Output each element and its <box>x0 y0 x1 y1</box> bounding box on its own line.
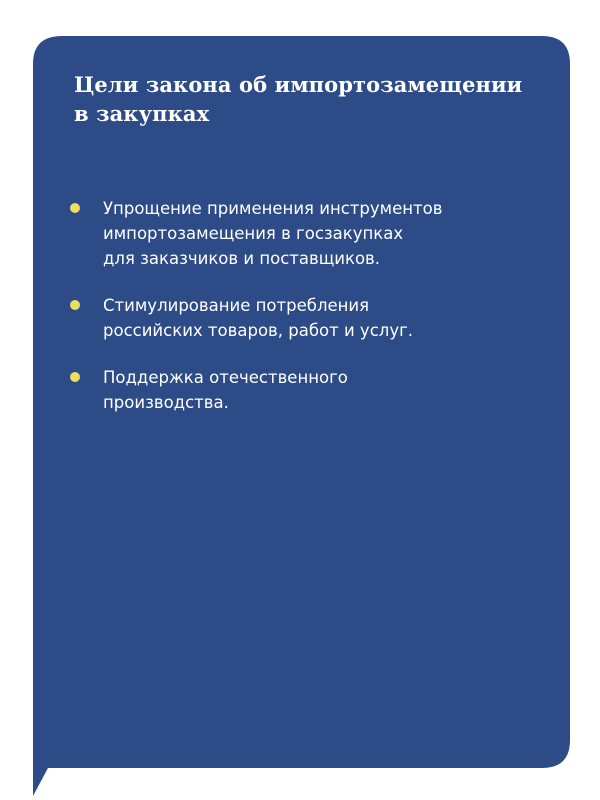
bullet-dot-icon <box>70 300 80 310</box>
list-item <box>70 196 540 271</box>
bullet-dot-icon <box>70 372 80 382</box>
card-title: Цели закона об импортозамещении в закупках <box>74 72 523 126</box>
list-item <box>70 293 540 343</box>
list-item <box>70 365 540 415</box>
list-item-text: Поддержка отечественного производства. <box>103 368 348 412</box>
goals-list <box>70 196 540 437</box>
list-item-text: Стимулирование потребления российских товаров, работ и услуг. <box>103 296 413 340</box>
list-item-text: Упрощение применения инструментов импортозамещения в госзакупках для заказчиков и поставщиков. <box>103 199 443 268</box>
bullet-dot-icon <box>70 203 80 213</box>
